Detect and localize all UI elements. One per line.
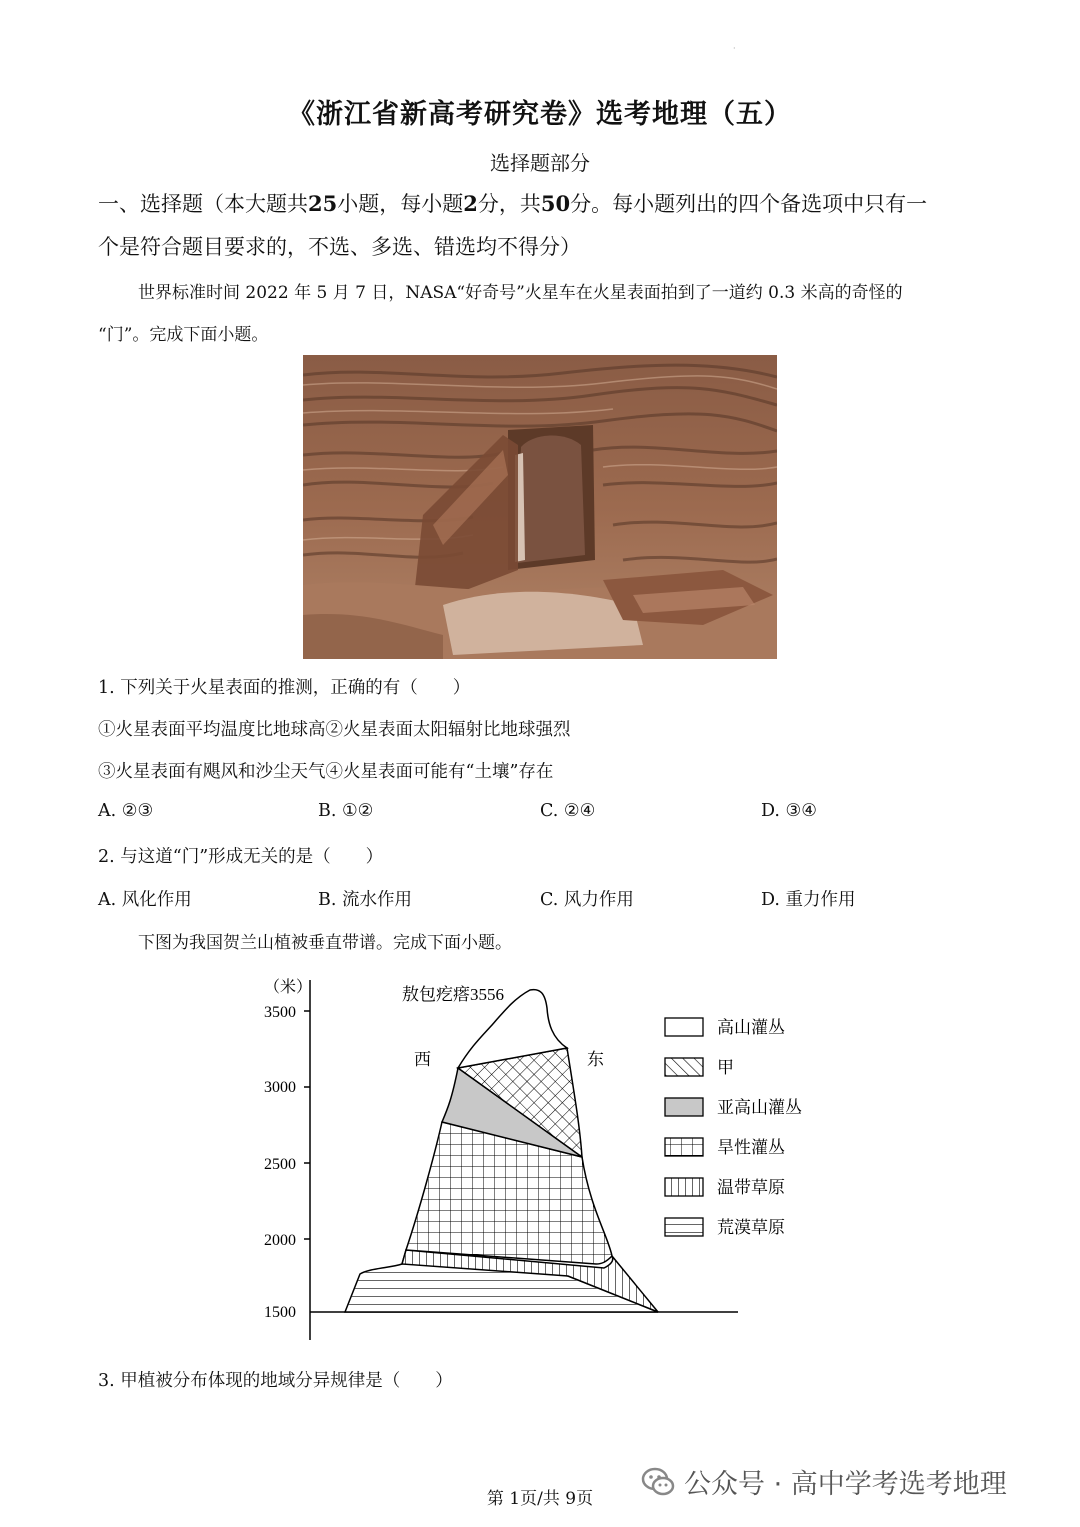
question-1-option-b: B. ①② (318, 801, 374, 821)
intro-paragraph-2: 下图为我国贺兰山植被垂直带谱。完成下面小题。 (138, 933, 512, 953)
legend-label-alpine-shrub: 高山灌丛 (717, 1018, 785, 1037)
legend-label-arid-shrub: 旱性灌丛 (717, 1138, 785, 1157)
section-heading-line2: 个是符合题目要求的，不选、多选、错选均不得分） (98, 235, 581, 259)
legend (665, 1018, 802, 1237)
legend-swatch-alpine-shrub (665, 1018, 703, 1036)
legend-swatch-subalpine-shrub (665, 1098, 703, 1116)
intro-paragraph-line1: 世界标准时间 2022 年 5 月 7 日，NASA“好奇号”火星车在火星表面拍到了一道约 0.3 米高的奇怪的 (138, 283, 903, 303)
west-label: 西 (414, 1050, 431, 1069)
question-1-statements-line1: ①火星表面平均温度比地球高②火星表面太阳辐射比地球强烈 (98, 720, 571, 740)
question-2-option-b: B. 流水作用 (318, 890, 412, 910)
east-label: 东 (587, 1050, 604, 1069)
question-2-option-a: A. 风化作用 (98, 890, 192, 910)
y-tick-3500: 3500 (264, 1004, 296, 1021)
page-footer: 第 1页/共 9页 (486, 1489, 594, 1509)
legend-swatch-jia (665, 1058, 703, 1076)
question-1-option-d: D. ③④ (761, 801, 817, 821)
question-3-stem: 3. 甲植被分布体现的地域分异规律是（ ） (98, 1371, 453, 1391)
question-2-stem: 2. 与这道“门”形成无关的是（ ） (98, 847, 384, 867)
legend-swatch-desert-steppe (665, 1218, 703, 1236)
question-1-statements-line2: ③火星表面有飓风和沙尘天气④火星表面可能有“土壤”存在 (98, 762, 554, 782)
watermark (640, 1462, 1007, 1501)
legend-swatch-temperate-steppe (665, 1178, 703, 1196)
section-subtitle: 选择题部分 (490, 151, 590, 175)
page-title: 《浙江省新高考研究卷》选考地理（五） (288, 99, 792, 130)
question-2-option-d: D. 重力作用 (761, 890, 856, 910)
scan-speck: · (733, 44, 736, 53)
y-tick-2500: 2500 (264, 1156, 296, 1173)
section-heading-line1: 一、选择题（本大题共25小题，每小题2分，共50分。每小题列出的四个备选项中只有一 (98, 191, 928, 216)
y-tick-3000: 3000 (264, 1079, 296, 1096)
legend-label-jia: 甲 (717, 1058, 734, 1077)
question-1-option-a: A. ②③ (98, 801, 154, 821)
legend-label-temperate-steppe: 温带草原 (717, 1178, 785, 1197)
legend-label-desert-steppe: 荒漠草原 (717, 1218, 785, 1237)
question-1-stem: 1. 下列关于火星表面的推测，正确的有（ ） (98, 678, 471, 698)
legend-label-subalpine-shrub: 亚高山灌丛 (717, 1098, 802, 1117)
vegetation-zone-diagram (230, 968, 850, 1348)
intro-paragraph-line2: “门”。完成下面小题。 (98, 325, 269, 345)
y-axis-unit-label: （米） (264, 979, 313, 996)
y-tick-1500: 1500 (264, 1304, 296, 1321)
peak-label: 敖包疙瘩3556 (402, 985, 504, 1004)
wechat-icon (640, 1464, 676, 1500)
y-tick-2000: 2000 (264, 1232, 296, 1249)
question-2-option-c: C. 风力作用 (540, 890, 634, 910)
legend-swatch-arid-shrub (665, 1138, 703, 1156)
mars-door-photo (303, 355, 777, 659)
question-1-option-c: C. ②④ (540, 801, 596, 821)
watermark-text: 公众号 · 高中学考选考地理 (684, 1469, 1007, 1500)
